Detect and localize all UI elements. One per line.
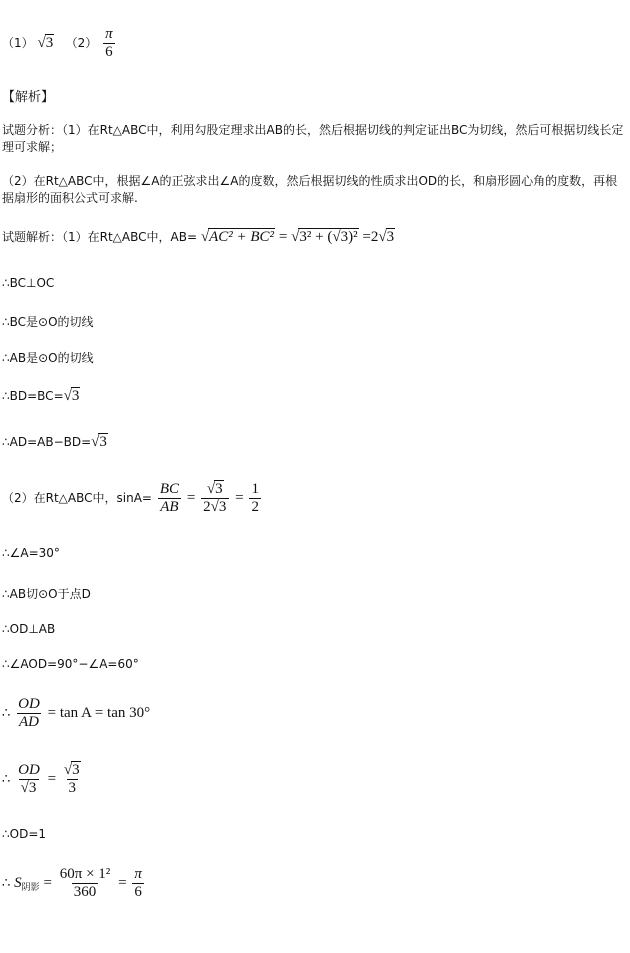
od-perp-ab: ∴OD⊥AB	[2, 622, 56, 636]
od-equals-1: ∴OD=1	[2, 827, 47, 841]
analysis-paragraph-2: （2）在Rt△ABC中，根据∠A的正弦求出∠A的度数，然后根据切线的性质求出OD的长，和扇形圆心角的度数，再根据扇形的面积公式可求解.	[2, 174, 618, 205]
answer-2-label: （2）	[65, 36, 98, 50]
angle-a-30: ∴∠A=30°	[2, 546, 60, 560]
ad-equals-line: ∴AD=AB−BD=√3	[2, 434, 107, 450]
answer-line	[2, 26, 117, 61]
answer-1-value: √3	[37, 35, 54, 51]
answer-2-fraction: $\frac{\pi}{6}$	[105, 26, 113, 60]
bd-equals-line: ∴BD=BC=√3	[2, 388, 80, 404]
fraction-bc-ab: $\frac{BC}{AB}$	[159, 481, 179, 515]
sqrt-3-sq: √3² + (√3)²	[291, 229, 358, 245]
ab-tangent: ∴AB是⊙O的切线	[2, 351, 94, 365]
fraction-1-2: $\frac{1}{2}$	[251, 481, 259, 515]
ab-tangent-at-d: ∴AB切⊙O于点D	[2, 587, 91, 601]
fraction-od-ad: $\frac{OD}{AD}$	[18, 696, 40, 730]
fraction-sqrt3-2sqrt3: $\frac{√3}{2√3}$	[201, 481, 229, 516]
answer-1-label: （1）	[2, 36, 34, 50]
fraction-pi-6: $\frac{\pi}{6}$	[134, 866, 142, 900]
shaded-area-line: ∴ $S_{阴影}$ = $\frac{\text{60π × 1²}}{360}$ = $\frac{\pi}{6}$	[2, 866, 142, 900]
fraction-area: $\frac{\text{60π × 1²}}{360}$	[59, 866, 111, 900]
analysis-paragraph-1: 试题分析：（1）在Rt△ABC中，利用勾股定理求出AB的长，然后根据切线的判定证出BC为切线，然后可根据切线长定理可求解；	[2, 123, 624, 154]
bc-tangent: ∴BC是⊙O的切线	[2, 315, 94, 329]
angle-aod-60: ∴∠AOD=90°−∠A=60°	[2, 657, 139, 671]
sqrt-ac-bc: √AC² + BC²	[200, 229, 275, 245]
solution-ab-line: 试题解析：（1）在Rt△ABC中，AB= √AC² + BC² = √3² + (√3)² =2√3	[2, 229, 395, 245]
od-sqrt3-line: ∴ $\frac{OD}{√3}$ = $\frac{√3}{3}$	[2, 762, 85, 797]
bc-perp-oc: ∴BC⊥OC	[2, 276, 55, 290]
sin-a-line: （2）在Rt△ABC中，sinA= $\frac{BC}{AB}$ = $\frac{√3}{2√3}$ = $\frac{1}{2}$	[2, 481, 259, 515]
fraction-sqrt3-3: $\frac{√3}{3}$	[63, 762, 80, 796]
analysis-header: 【解析】	[2, 90, 55, 105]
fraction-od-sqrt3: $\frac{OD}{√3}$	[18, 762, 40, 796]
od-ad-tan-line: ∴ $\frac{OD}{AD}$ = tan A = tan 30°	[2, 696, 151, 730]
